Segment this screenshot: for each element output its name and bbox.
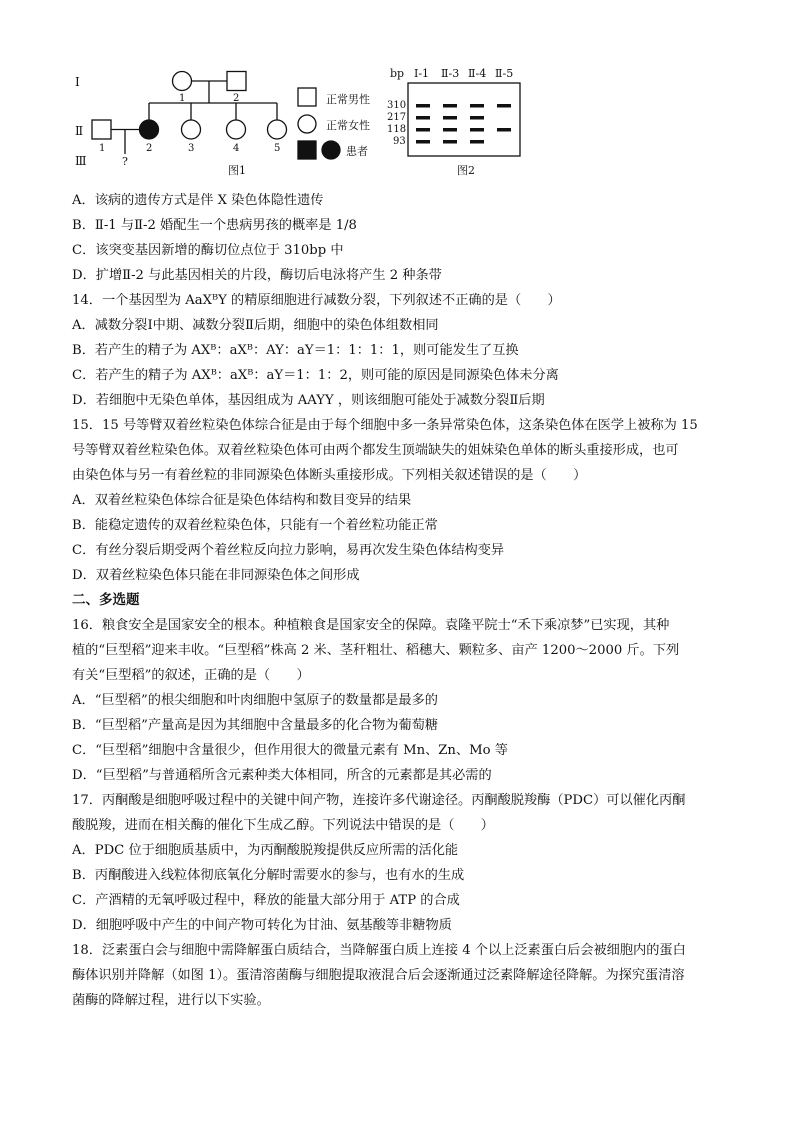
label-II-4: 4: [233, 143, 240, 154]
legend-patient-label: 患者: [346, 145, 368, 158]
band-lane1-217: [416, 116, 430, 120]
figure1-caption: 图1: [228, 164, 246, 177]
gel-lane-label-1: Ⅰ-1: [414, 67, 430, 80]
question-14: [72, 288, 724, 413]
q15-option-c: C．有丝分裂后期受两个着丝粒反向拉力影响，易再次发生染色体结构变异: [72, 543, 505, 558]
generation-label-I: Ⅰ: [75, 75, 80, 89]
legend-normal-male-label: 正常男性: [326, 93, 370, 106]
q16-option-d: D．“巨型稻”与普通稻所含元素种类大体相同，所含的元素都是其必需的: [72, 768, 492, 783]
q17-stem-line-2: 酸脱羧，进而在相关酶的催化下生成乙醇。下列说法中错误的是（ ）: [72, 818, 494, 833]
band-lane3-217: [470, 116, 484, 120]
band-lane1-118: [416, 128, 430, 132]
q14-option-b: B．若产生的精子为 AXᴮ：aXᴮ：AY：aY＝1：1：1：1，则可能发生了互换: [72, 343, 519, 358]
gel-lane-label-3: Ⅱ-4: [468, 67, 487, 80]
individual-I-2-normal-male: [227, 72, 246, 91]
q13-options: [72, 188, 724, 288]
label-II-3: 3: [188, 143, 195, 154]
label-II-2: 2: [146, 143, 153, 154]
q14-option-a: A．减数分裂Ⅰ中期、减数分裂Ⅱ后期，细胞中的染色体组数相同: [72, 318, 439, 333]
q13-option-d: D．扩增Ⅱ-2 与此基因相关的片段，酶切后电泳将产生 2 种条带: [72, 268, 442, 283]
figures: [60, 58, 540, 180]
q15-stem-line-2: 号等臂双着丝粒染色体。双着丝粒染色体可由两个都发生顶端缺失的姐妹染色单体的断头重接形成，也可: [72, 443, 679, 458]
label-II-1: 1: [99, 143, 106, 154]
generation-label-II: Ⅱ: [75, 124, 84, 138]
band-lane1-310: [416, 104, 430, 108]
gel-lane-label-4: Ⅱ-5: [495, 67, 514, 80]
band-lane2-93: [443, 140, 457, 144]
individual-II-1-normal-male: [92, 120, 111, 139]
q17-option-c: C．产酒精的无氧呼吸过程中，释放的能量大部分用于 ATP 的合成: [72, 893, 460, 908]
question-18: [72, 938, 724, 1013]
question-16: [72, 613, 724, 788]
q14-option-c: C．若产生的精子为 AXᴮ：aXᴮ：aY＝1：1：2，则可能的原因是同源染色体未分离: [72, 368, 559, 383]
question-15: [72, 413, 724, 588]
q15-stem-line-1: 15．15 号等臂双着丝粒染色体综合征是由于每个细胞中多一条异常染色体，这条染色体在医学上被称为 15: [72, 418, 698, 433]
legend-normal-female-symbol: [298, 115, 316, 133]
q17-stem-line-1: 17．丙酮酸是细胞呼吸过程中的关键中间产物，连接许多代谢途径。丙酮酸脱羧酶（PDC）可以催化丙酮: [72, 793, 686, 808]
question-17: [72, 788, 724, 938]
q13-option-a: A．该病的遗传方式是伴 X 染色体隐性遗传: [72, 193, 324, 208]
q13-option-c: C．该突变基因新增的酶切位点位于 310bp 中: [72, 243, 344, 258]
individual-I-1-normal-female: [173, 72, 192, 91]
gel-figure: [387, 67, 520, 177]
band-lane3-93: [470, 140, 484, 144]
q15-stem-line-3: 由染色体与另一有着丝粒的非同源染色体断头重接形成。下列相关叙述错误的是（ ）: [72, 468, 587, 483]
section-title-multiple-choice: 二、多选题: [72, 592, 140, 608]
gel-size-93: 93: [393, 136, 406, 147]
band-lane4-310: [497, 104, 511, 108]
q17-option-b: B．丙酮酸进入线粒体彻底氧化分解时需要水的参与，也有水的生成: [72, 868, 465, 883]
pedigree-figure: [75, 72, 370, 178]
q18-stem-line-1: 18．泛素蛋白会与细胞中需降解蛋白质结合，当降解蛋白质上连接 4 个以上泛素蛋白后会被细胞内的蛋白: [72, 943, 686, 958]
individual-II-3-normal-female: [182, 120, 201, 139]
band-lane2-118: [443, 128, 457, 132]
q17-option-d: D．细胞呼吸中产生的中间产物可转化为甘油、氨基酸等非糖物质: [72, 918, 452, 933]
band-lane2-310: [443, 104, 457, 108]
gel-size-310: 310: [387, 100, 407, 111]
legend-patient-female-symbol: [322, 141, 340, 159]
label-III-unknown: ?: [122, 155, 128, 168]
q16-option-c: C．“巨型稻”细胞中含量很少，但作用很大的微量元素有 Mn、Zn、Mo 等: [72, 743, 508, 758]
q16-option-b: B．“巨型稻”产量高是因为其细胞中含量最多的化合物为葡萄糖: [72, 718, 439, 733]
gel-size-118: 118: [387, 124, 407, 135]
q16-stem-line-3: 有关“巨型稻”的叙述，正确的是（ ）: [72, 668, 310, 683]
label-I-2: 2: [233, 93, 240, 104]
band-lane2-217: [443, 116, 457, 120]
legend-normal-male-symbol: [298, 88, 316, 106]
q15-option-d: D．双着丝粒染色体只能在非同源染色体之间形成: [72, 568, 360, 583]
band-lane1-93: [416, 140, 430, 144]
label-I-1: 1: [179, 93, 186, 104]
q16-option-a: A．“巨型稻”的根尖细胞和叶肉细胞中氢原子的数量都是最多的: [72, 693, 438, 708]
generation-label-III: Ⅲ: [75, 154, 87, 168]
individual-II-2-patient-female: [140, 120, 159, 139]
q14-stem: 14．一个基因型为 AaXᴮY 的精原细胞进行减数分裂，下列叙述不正确的是（ ）: [72, 293, 561, 308]
q18-stem-line-2: 酶体识别并降解（如图 1）。蛋清溶菌酶与细胞提取液混合后会逐渐通过泛素降解途径降解。为探究蛋清溶: [72, 968, 685, 983]
individual-II-5-normal-female: [268, 120, 287, 139]
q17-option-a: A．PDC 位于细胞质基质中，为丙酮酸脱羧提供反应所需的活化能: [72, 843, 459, 858]
label-II-5: 5: [274, 143, 281, 154]
band-lane3-310: [470, 104, 484, 108]
q14-option-d: D．若细胞中无染色单体，基因组成为 AAYY ，则该细胞可能处于减数分裂Ⅱ后期: [72, 393, 545, 408]
individual-II-4-normal-female: [227, 120, 246, 139]
gel-size-217: 217: [387, 112, 407, 123]
q15-option-a: A．双着丝粒染色体综合征是染色体结构和数目变异的结果: [72, 493, 412, 508]
q15-option-b: B．能稳定遗传的双着丝粒染色体，只能有一个着丝粒功能正常: [72, 518, 438, 533]
question-content: [72, 188, 724, 1013]
gel-bp-label: bp: [390, 67, 405, 80]
legend-normal-female-label: 正常女性: [326, 119, 370, 132]
gel-lane-label-2: Ⅱ-3: [441, 67, 460, 80]
legend-patient-male-symbol: [298, 141, 316, 159]
band-lane3-118: [470, 128, 484, 132]
q18-stem-line-3: 菌酶的降解过程，进行以下实验。: [72, 993, 270, 1008]
q16-stem-line-2: 植的“巨型稻”迎来丰收。“巨型稻”株高 2 米、茎秆粗壮、稻穗大、颗粒多、亩产 1200～2000 斤。下列: [72, 643, 680, 658]
band-lane4-118: [497, 128, 511, 132]
q16-stem-line-1: 16．粮食安全是国家安全的根本。种植粮食是国家安全的保障。袁隆平院士“禾下乘凉梦”已实现，其种: [72, 618, 670, 633]
q13-option-b: B．Ⅱ-1 与Ⅱ-2 婚配生一个患病男孩的概率是 1/8: [72, 218, 357, 233]
figure2-caption: 图2: [457, 164, 475, 177]
